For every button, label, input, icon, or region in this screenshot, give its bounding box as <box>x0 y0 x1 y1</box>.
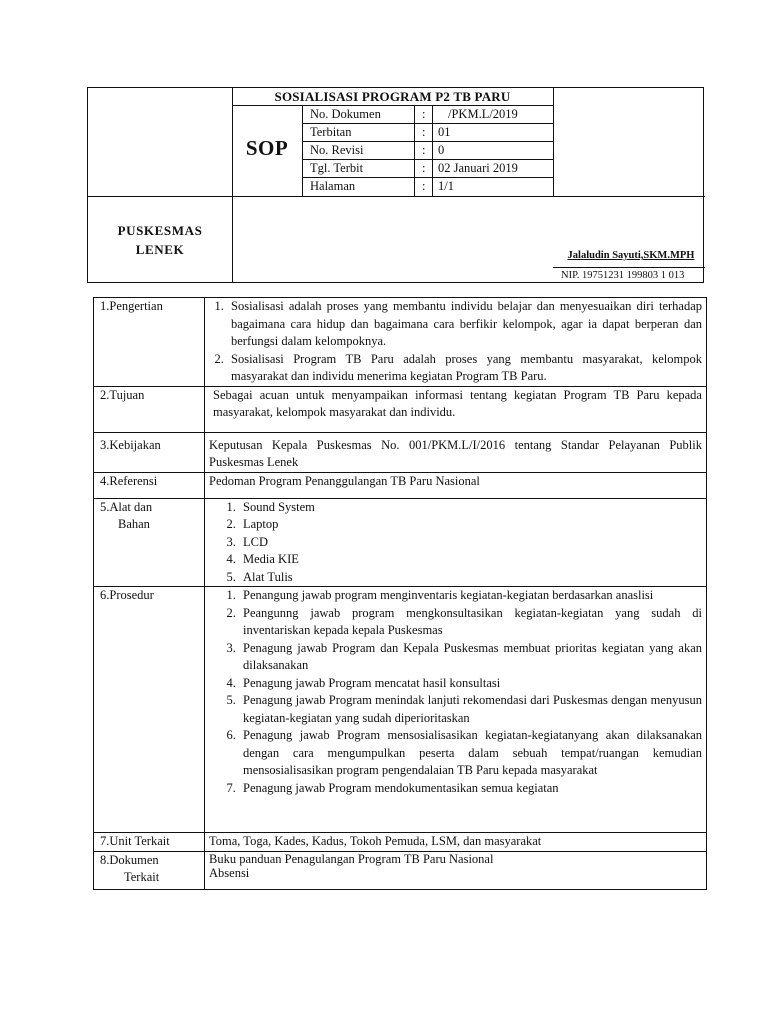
meta-value-terbitan: 01 <box>438 125 451 139</box>
list-item: 6. Penagung jawab Program mensosialisasikan kegiatan-kegiatanyang akan dilaksanakan dengan cara mengumpulkan peserta dalam sebuah tempat/ruangan kemudian mensosialisasikan program pengendalaian TB Paru kepada masyarakat <box>239 727 702 780</box>
label-line: 8.Dokumen <box>100 852 159 867</box>
list-item: 5. Alat Tulis <box>239 569 702 587</box>
list-item: 2. Peangunng jawab program mengkonsultasikan kegiatan-kegiatan yang sudah di inventariskan kepada kepala Puskesmas <box>239 605 702 640</box>
row-label-tujuan: 2.Tujuan <box>94 386 205 432</box>
row-label-unit-terkait: 7.Unit Terkait <box>94 833 205 852</box>
divider <box>414 105 415 196</box>
signatory-nip: NIP. 19751231 199803 1 013 <box>561 270 685 281</box>
organization-line: LENEK <box>135 242 185 257</box>
meta-value-no-revisi: 0 <box>438 143 445 157</box>
sop-content-table <box>93 297 707 890</box>
list-item: 2. Sosialisasi Program TB Paru adalah proses yang membantu masyarakat, kelompok masyarakat dan individu menerima kegiatan Program TB Paru. <box>227 351 702 386</box>
table-row <box>94 298 707 387</box>
meta-colon: : <box>422 179 426 193</box>
divider <box>88 196 705 197</box>
meta-label-tgl-terbit: Tgl. Terbit <box>310 161 364 175</box>
meta-label-no-revisi: No. Revisi <box>310 143 364 157</box>
row-label-pengertian: 1.Pengertian <box>94 298 205 387</box>
divider <box>553 88 554 196</box>
list-item: 7. Penagung jawab Program mendokumentasikan semua kegiatan <box>239 780 702 798</box>
meta-label-no-dokumen: No. Dokumen <box>310 107 381 121</box>
table-row <box>94 833 707 852</box>
row-content-pengertian <box>205 298 707 387</box>
organization-name <box>88 221 232 259</box>
row-content-referensi: Pedoman Program Penanggulangan TB Paru Nasional <box>205 472 707 498</box>
label-line: Bahan <box>118 517 150 531</box>
meta-colon: : <box>422 143 426 157</box>
divider <box>232 88 233 282</box>
meta-value-no-dokumen: /PKM.L/2019 <box>448 107 518 121</box>
meta-label-halaman: Halaman <box>310 179 356 193</box>
meta-colon: : <box>422 161 426 175</box>
meta-label-terbitan: Terbitan <box>310 125 352 139</box>
label-line: 5.Alat dan <box>100 499 153 514</box>
row-content-alat-bahan <box>205 498 707 587</box>
document-line: Absensi <box>209 865 250 880</box>
row-content-prosedur <box>205 587 707 833</box>
table-row <box>94 472 707 498</box>
row-label-prosedur: 6.Prosedur <box>94 587 205 833</box>
list-item: 1. Sosialisasi adalah proses yang membantu individu belajar dan menyesuaikan diri terhadap bagaimana cara hidup dan bagaimana cara berfikir kelompok, agar ia dapat berperan dan berfungsi dalam kelompoknya. <box>227 298 702 351</box>
table-row <box>94 851 707 889</box>
meta-value-tgl-terbit: 02 Januari 2019 <box>438 161 518 175</box>
row-label-referensi: 4.Referensi <box>94 472 205 498</box>
list-item: 2. Laptop <box>239 516 702 534</box>
list-item: 4. Penagung jawab Program mencatat hasil konsultasi <box>239 675 702 693</box>
row-label-dokumen-terkait <box>94 851 205 889</box>
row-label-kebijakan: 3.Kebijakan <box>94 432 205 472</box>
row-content-unit-terkait: Toma, Toga, Kades, Kadus, Tokoh Pemuda, LSM, dan masyarakat <box>205 833 707 852</box>
list-item: 5. Penagung jawab Program menindak lanjuti rekomendasi dari Puskesmas dengan menyusun kegiatan-kegiatan yang sudah diperioritaskan <box>239 692 702 727</box>
divider <box>432 105 433 196</box>
sop-title: SOSIALISASI PROGRAM P2 TB PARU <box>274 89 511 104</box>
sop-label: SOP <box>245 136 289 160</box>
document-line: Buku panduan Penagulangan Program TB Paru Nasional <box>209 851 494 866</box>
table-row <box>94 587 707 833</box>
signatory-name: Jalaludin Sayuti,SKM.MPH <box>567 250 695 261</box>
table-row <box>94 498 707 587</box>
list-item: 3. LCD <box>239 534 702 552</box>
row-content-dokumen-terkait <box>205 851 707 889</box>
row-label-alat-bahan <box>94 498 205 587</box>
row-content-tujuan: Sebagai acuan untuk menyampaikan informasi tentang kegiatan Program TB Paru kepada masyarakat, kelompok masyarakat dan individu. <box>205 386 707 432</box>
label-line: Terkait <box>124 870 160 884</box>
divider <box>302 105 303 196</box>
meta-colon: : <box>422 125 426 139</box>
meta-colon: : <box>422 107 426 121</box>
list-item: 4. Media KIE <box>239 551 702 569</box>
meta-value-halaman: 1/1 <box>438 179 454 193</box>
list-item: 3. Penagung jawab Program dan Kepala Puskesmas membuat prioritas kegiatan yang akan dilaksanakan <box>239 640 702 675</box>
table-row <box>94 432 707 472</box>
table-row <box>94 386 707 432</box>
list-item: 1. Penangung jawab program menginventaris kegiatan-kegiatan berdasarkan anaslisi <box>239 587 702 605</box>
sop-header <box>87 87 704 283</box>
organization-line: PUSKESMAS <box>117 223 203 238</box>
list-item: 1. Sound System <box>239 499 702 517</box>
divider <box>553 267 705 268</box>
row-content-kebijakan: Keputusan Kepala Puskesmas No. 001/PKM.L/I/2016 tentang Standar Pelayanan Publik Puskesmas Lenek <box>205 432 707 472</box>
